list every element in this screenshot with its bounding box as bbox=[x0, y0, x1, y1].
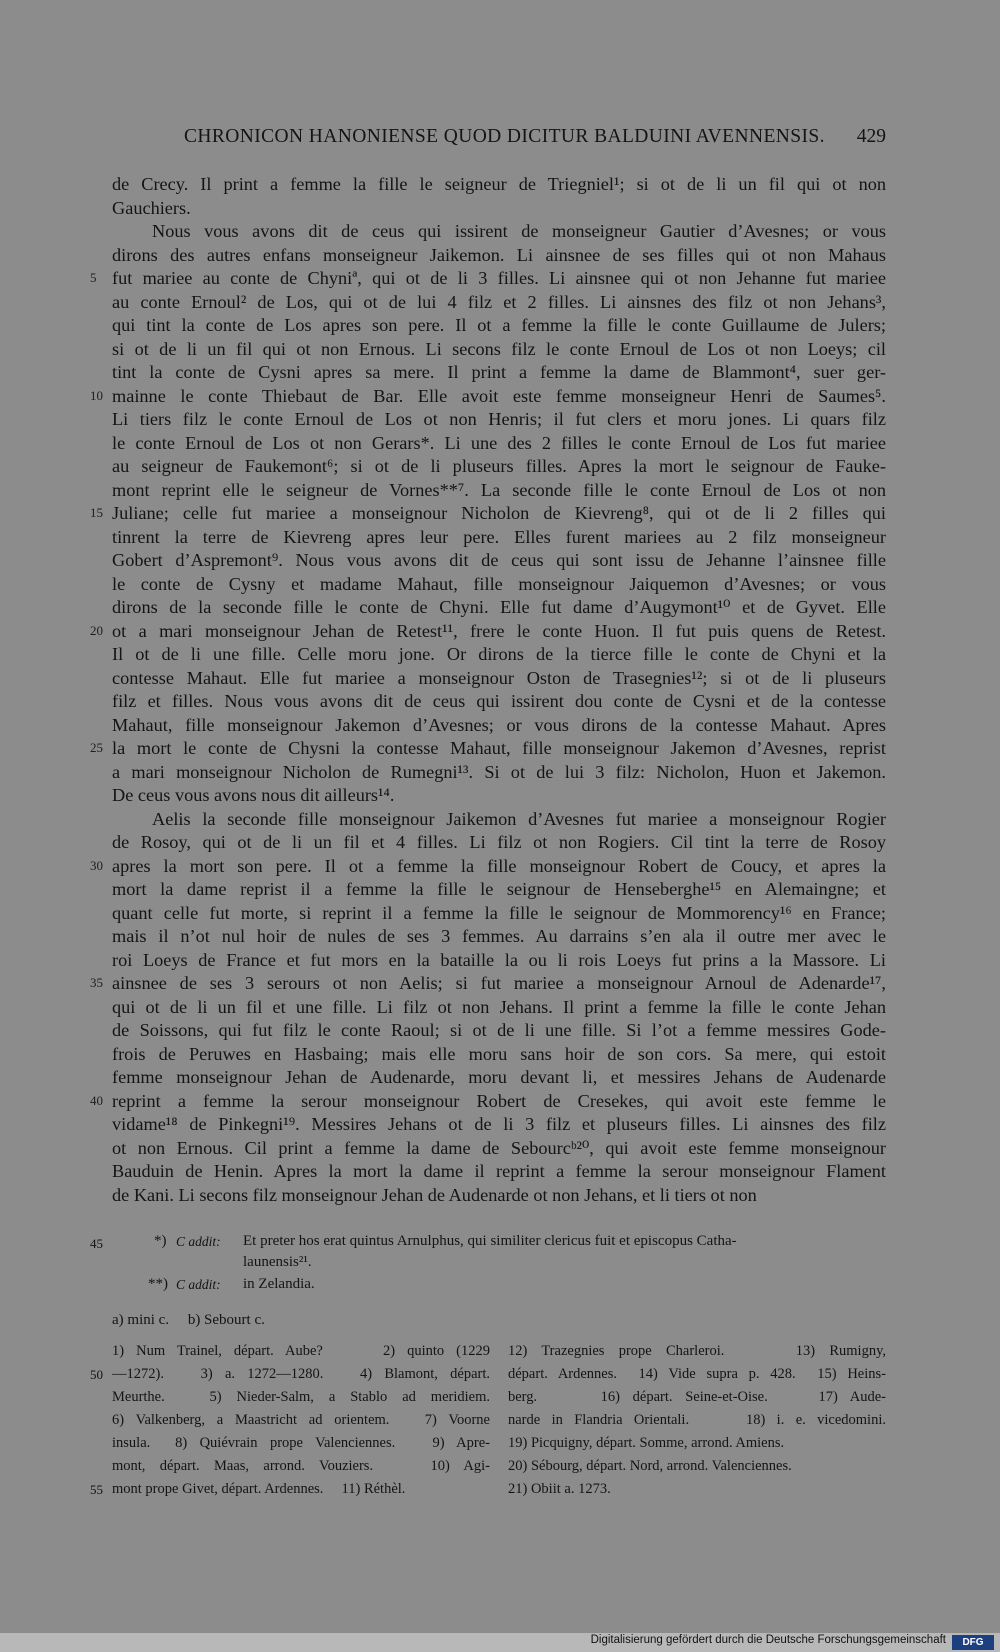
footnote-line: 12) Trazegnies prope Charleroi. 13) Rumigny, bbox=[508, 1343, 886, 1359]
line-number: 35 bbox=[90, 975, 103, 990]
credit-text: Digitalisierung gefördert durch die Deutsche Forschungsgemeinschaft bbox=[590, 1634, 946, 1646]
line-number: 50 bbox=[90, 1367, 103, 1382]
text-line: de Crecy. Il print a femme la fille le seigneur de Triegniel¹; si ot de li un fil qui ot non bbox=[112, 174, 886, 194]
line-number: 20 bbox=[90, 622, 103, 638]
line-number: 30 bbox=[90, 857, 103, 873]
text-line: Gauchiers. bbox=[112, 197, 191, 218]
text-line: qui tint la conte de Los apres son pere. Il ot a femme la fille le conte Guillaume de Julers; bbox=[112, 315, 886, 335]
line-number: 40 bbox=[90, 1092, 103, 1108]
text-line: dirons des autres enfans monseigneur Jaikemon. Li ainsnee de ses filles qui ot non Mahaus bbox=[112, 244, 886, 265]
line-number: 25 bbox=[90, 740, 103, 755]
text-line: la mort le conte de Chysni la contesse Mahaut, fille monseignour Jakemon d’Avesnes, reprist bbox=[112, 738, 886, 758]
text-line: dirons de la seconde fille le conte de Chyni. Elle fut dame d’Augymont¹⁰ et de Gyvet. Elle bbox=[112, 597, 886, 617]
footnote-line: Meurthe. 5) Nieder-Salm, a Stablo ad meridiem. bbox=[112, 1389, 490, 1405]
line-number: 10 bbox=[90, 387, 103, 403]
text-line: Il ot de li une fille. Celle moru jone. Or dirons de la tierce fille le conte de Chyni et la bbox=[112, 644, 886, 664]
text-line: de Rosoy, qui ot de li un fil et 4 filles. Li filz ot non Rogiers. Cil tint la terre de Rosoy bbox=[112, 832, 886, 852]
dfg-logo: DFG bbox=[952, 1635, 994, 1650]
note1-text: Et preter hos erat quintus Arnulphus, qui similiter clericus fuit et episcopus Catha- bbox=[243, 1233, 737, 1249]
note1-continuation: launensis²¹. bbox=[243, 1254, 312, 1270]
text-line: Mahaut, fille monseignour Jakemon d’Avesnes; or vous dirons de la contesse Mahaut. Apres bbox=[112, 714, 886, 735]
variant-notes: a) mini c. b) Sebourt c. bbox=[112, 1312, 265, 1328]
text-line: mainne le conte Thiebaut de Bar. Elle avoit este femme monseigneur Henri de Saumes⁵. bbox=[112, 385, 886, 406]
digitization-credit-bar bbox=[0, 1633, 1000, 1652]
text-line: roi Loeys de France et fut mors en la bataille la ou li rois Loeys fut prins a la Massore. Li bbox=[112, 949, 886, 970]
text-line: contesse Mahaut. Elle fut mariee a monseignour Oston de Trasegnies¹²; si ot de li pluseurs bbox=[112, 667, 886, 688]
footnote-line: narde in Flandria Orientali. 18) i. e. vicedomini. bbox=[508, 1412, 886, 1428]
line-number-45: 45 bbox=[90, 1236, 103, 1251]
text-line: si ot de li un fil qui ot non Ernous. Li secons filz le conte Ernoul de Los ot non Loeys; cil bbox=[112, 338, 886, 359]
footnote-line: —1272). 3) a. 1272—1280. 4) Blamont, départ. bbox=[112, 1366, 490, 1382]
line-number: 15 bbox=[90, 505, 103, 520]
text-line: au conte Ernoul² de Los, qui ot de lui 4 filz et 2 filles. Li ainsnes des filz ot non Jehans³, bbox=[112, 291, 886, 312]
text-line: Li tiers filz le conte Ernoul de Los ot non Henris; il fut clers et moru jones. Li quars filz bbox=[112, 409, 886, 429]
note1-siglum: C addit: bbox=[176, 1234, 221, 1249]
footnote-line: mont, départ. Maas, arrond. Vouziers. 10) Agi- bbox=[112, 1458, 490, 1474]
text-line: De ceus vous avons nous dit ailleurs¹⁴. bbox=[112, 785, 395, 805]
text-line: le conte Ernoul de Los ot non Gerars*. Li une des 2 filles le conte Ernoul de Los fut mariee bbox=[112, 432, 886, 453]
text-line: Aelis la seconde fille monseignour Jaikemon d’Avesnes fut mariee a monseignour Rogier bbox=[152, 808, 886, 829]
footnote-line: 6) Valkenberg, a Maastricht ad orientem. 7) Voorne bbox=[112, 1412, 490, 1428]
text-line: de Soissons, qui fut filz le conte Raoul; si ot de li une fille. Si l’ot a femme messires Gode- bbox=[112, 1020, 886, 1040]
text-line: de Kani. Li secons filz monseignour Jehan de Audenarde ot non Jehans, et li tiers ot non bbox=[112, 1184, 757, 1205]
running-title: CHRONICON HANONIENSE QUOD DICITUR BALDUINI AVENNENSIS. bbox=[184, 126, 825, 147]
footnote-line: berg. 16) départ. Seine-et-Oise. 17) Aude- bbox=[508, 1389, 886, 1405]
footnote-line: 21) Obiit a. 1273. bbox=[508, 1481, 611, 1497]
text-line: frois de Peruwes en Hasbaing; mais elle moru sans hoir de son cors. Sa mere, qui estoit bbox=[112, 1043, 886, 1064]
text-line: apres la mort son pere. Il ot a femme la fille monseignour Robert de Coucy, et apres la bbox=[112, 855, 886, 876]
page-number: 429 bbox=[856, 126, 886, 147]
text-line: tint la conte de Cysni apres sa mere. Il print a femme la dame de Blammont⁴, suer ger- bbox=[112, 362, 886, 382]
footnote-line: mont prope Givet, départ. Ardennes. 11) Réthèl. bbox=[112, 1481, 406, 1497]
text-line: qui ot de li un fil et une fille. Li filz ot non Jehans. Il print a femme la fille le conte Jehan bbox=[112, 996, 886, 1017]
text-line: quant celle fut morte, si reprint il a femme la fille le seignour de Mommorency¹⁶ en France; bbox=[112, 902, 886, 923]
note1-mark: *) bbox=[154, 1233, 167, 1249]
text-line: reprint a femme la serour monseignour Robert de Cresekes, qui avoit este femme le bbox=[112, 1090, 886, 1111]
text-line: Bauduin de Henin. Apres la mort la dame il reprint a femme la serour monseignour Flament bbox=[112, 1161, 886, 1181]
note2-siglum: C addit: bbox=[176, 1277, 221, 1292]
text-line: mont reprint elle le seigneur de Vornes**⁷. La seconde fille le conte Ernoul de Los ot non bbox=[112, 479, 886, 500]
text-line: le conte de Cysny et madame Mahaut, fille monseignour Jaiquemon d’Avesnes; or vous bbox=[112, 573, 886, 594]
footnote-line: 20) Sébourg, départ. Nord, arrond. Valenciennes. bbox=[508, 1458, 792, 1474]
footnote-line: 19) Picquigny, départ. Somme, arrond. Amiens. bbox=[508, 1435, 785, 1451]
text-line: ainsnee de ses 3 serours ot non Aelis; si fut mariee a monseignour Arnoul de Adenarde¹⁷, bbox=[112, 973, 886, 993]
text-line: tinrent la terre de Kievreng apres leur pere. Elles furent mariees au 2 filz monseigneur bbox=[112, 526, 886, 547]
text-line: fut mariee au conte de Chyniª, qui ot de li 3 filles. Li ainsnee qui ot non Jehanne fut mariee bbox=[112, 268, 886, 288]
text-line: ot non Ernous. Cil print a femme la dame de Sebourcᵇ²⁰, qui avoit este femme monseignour bbox=[112, 1137, 886, 1158]
footnote-line: 1) Num Trainel, départ. Aube? 2) quinto (1229 bbox=[112, 1343, 490, 1359]
text-line: ot a mari monseignour Jehan de Retest¹¹, frere le conte Huon. Il fut puis quens de Retest. bbox=[112, 620, 886, 641]
footnote-line: départ. Ardennes. 14) Vide supra p. 428. 15) Heins- bbox=[508, 1366, 886, 1382]
text-line: vidame¹⁸ de Pinkegni¹⁹. Messires Jehans ot de li 3 filz et pluseurs filles. Li ainsnes des filz bbox=[112, 1114, 886, 1134]
text-line: Gobert d’Aspremont⁹. Nous vous avons dit de ceus qui sont issu de Jehanne l’ainsnee fille bbox=[112, 550, 886, 570]
text-line: a mari monseignour Nicholon de Rumegni¹³. Si ot de lui 3 filz: Nicholon, Huon et Jakemon. bbox=[112, 761, 886, 782]
text-line: femme monseignour Jehan de Audenarde, moru devant li, et messires Jehans de Audenarde bbox=[112, 1067, 886, 1087]
note2-mark: **) bbox=[148, 1276, 168, 1292]
line-number: 5 bbox=[90, 270, 97, 285]
line-number: 55 bbox=[90, 1482, 103, 1497]
text-line: mais il n’ot nul hoir de nules de ses 3 femmes. Au darrains s’en ala il outre mer avec le bbox=[112, 926, 886, 946]
text-line: mort la dame reprist il a femme la fille le seignour de Henseberghe¹⁵ en Alemaingne; et bbox=[112, 879, 886, 899]
text-line: au seigneur de Faukemont⁶; si ot de li pluseurs filles. Apres la mort le seignour de Fauke- bbox=[112, 456, 886, 476]
text-line: Juliane; celle fut mariee a monseignour Nicholon de Kievreng⁸, qui ot de li 2 filles qui bbox=[112, 503, 886, 523]
text-line: Nous vous avons dit de ceus qui issirent de monseigneur Gautier d’Avesnes; or vous bbox=[152, 221, 886, 241]
footnote-line: insula. 8) Quiévrain prope Valenciennes. 9) Apre- bbox=[112, 1435, 490, 1451]
text-line: filz et filles. Nous vous avons dit de ceus qui issirent dou conte de Cysni et de la contesse bbox=[112, 691, 886, 711]
note2-text: in Zelandia. bbox=[243, 1276, 315, 1292]
page-header bbox=[112, 126, 886, 156]
